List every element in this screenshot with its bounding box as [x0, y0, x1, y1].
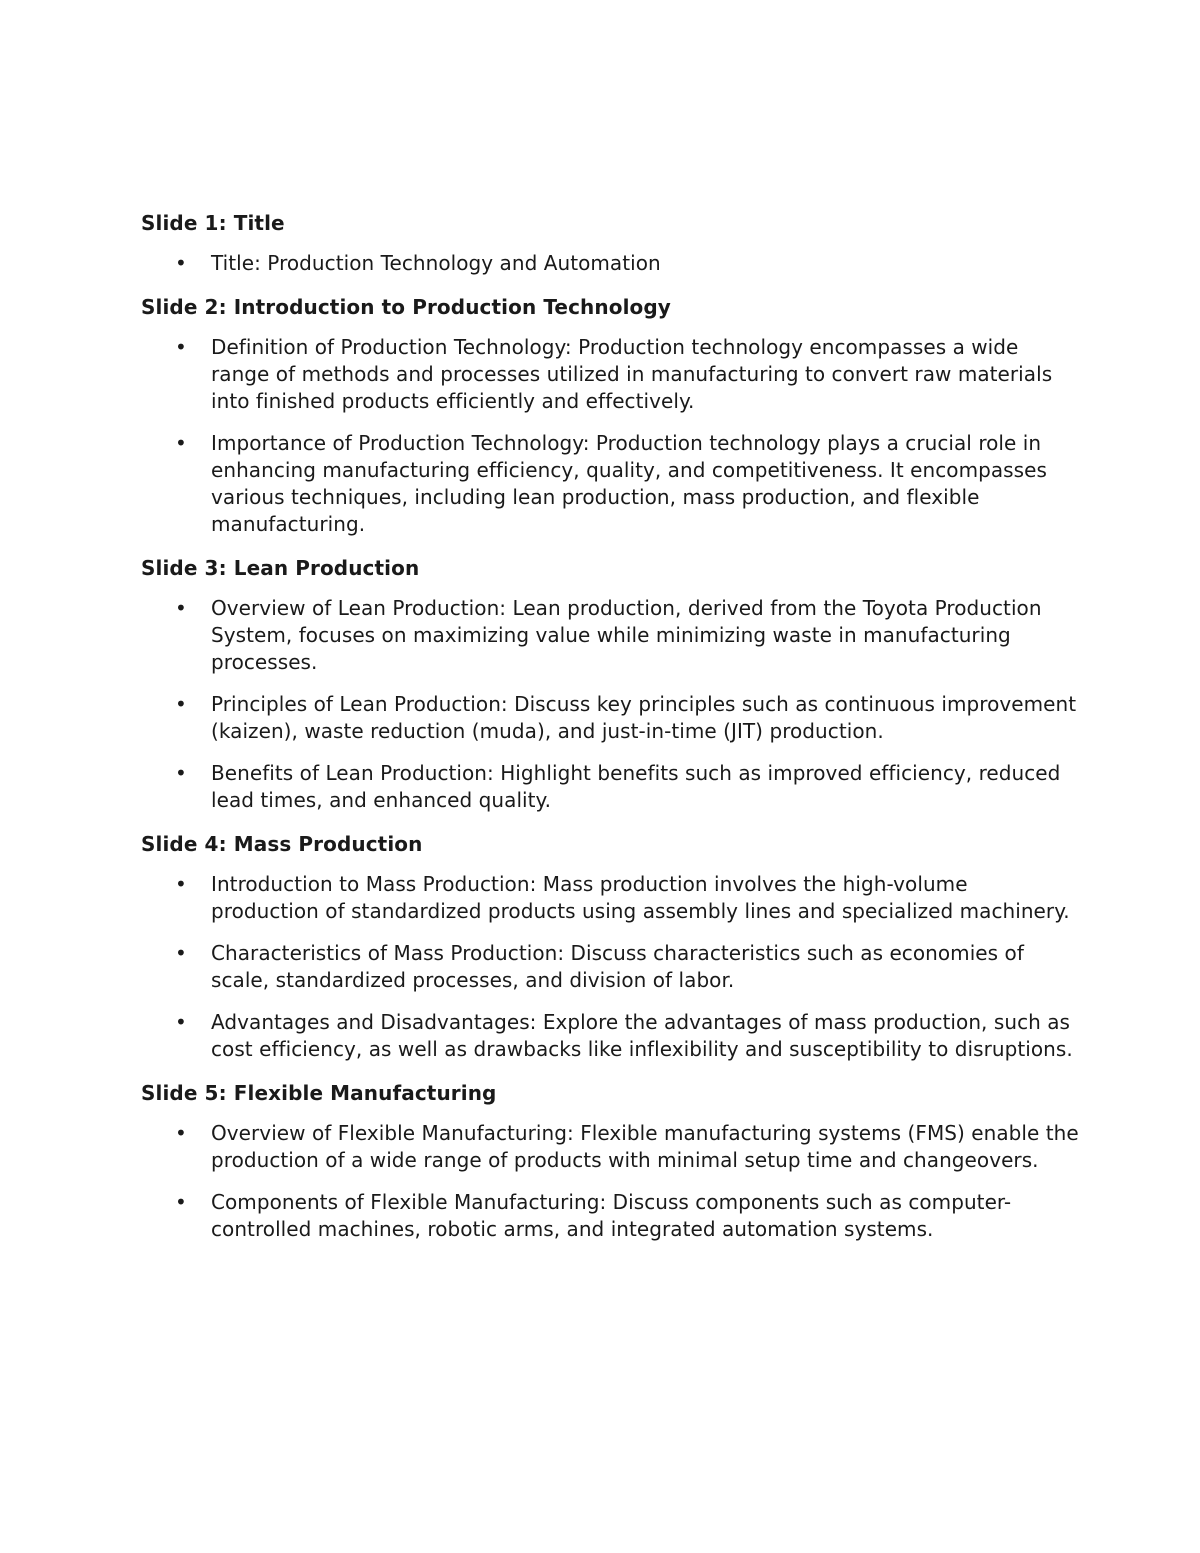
section-heading: Slide 2: Introduction to Production Technology	[141, 295, 671, 319]
bullet-list	[141, 250, 1081, 277]
list-item	[141, 1009, 1081, 1063]
list-item-text: Title: Production Technology and Automation	[211, 251, 661, 275]
section-heading: Slide 3: Lean Production	[141, 556, 420, 580]
bullet-icon: •	[175, 251, 187, 275]
list-item-text: Principles of Lean Production: Discuss key principles such as continuous improvement (kaizen), waste reduction (muda), and just-in-time (JIT) production.	[211, 692, 1077, 743]
section-slide-3	[141, 553, 1081, 814]
document-page	[141, 208, 1081, 1255]
list-item	[141, 334, 1081, 415]
list-item	[141, 691, 1081, 745]
list-item	[141, 250, 1081, 277]
section-slide-5	[141, 1078, 1081, 1243]
section-slide-4	[141, 829, 1081, 1063]
list-item	[141, 760, 1081, 814]
list-item	[141, 1189, 1081, 1243]
list-item	[141, 1120, 1081, 1174]
list-item-text: Importance of Production Technology: Production technology plays a crucial role in enhancing manufacturing efficiency, quality, and competitiveness. It encompasses various techniques, including lean production, mass production, and flexible manufacturing.	[211, 431, 1047, 536]
section-slide-2	[141, 292, 1081, 538]
bullet-list	[141, 595, 1081, 814]
list-item-text: Overview of Flexible Manufacturing: Flexible manufacturing systems (FMS) enable the production of a wide range of products with minimal setup time and changeovers.	[211, 1121, 1079, 1172]
list-item-text: Characteristics of Mass Production: Discuss characteristics such as economies of scale, standardized processes, and division of labor.	[211, 941, 1024, 992]
list-item	[141, 940, 1081, 994]
section-slide-1	[141, 208, 1081, 277]
bullet-icon: •	[175, 692, 187, 716]
bullet-icon: •	[175, 941, 187, 965]
bullet-icon: •	[175, 335, 187, 359]
list-item-text: Introduction to Mass Production: Mass production involves the high-volume production of standardized products using assembly lines and specialized machinery.	[211, 872, 1070, 923]
section-heading: Slide 4: Mass Production	[141, 832, 423, 856]
list-item-text: Definition of Production Technology: Production technology encompasses a wide range of methods and processes utilized in manufacturing to convert raw materials into finished products efficiently and effectively.	[211, 335, 1053, 413]
bullet-list	[141, 871, 1081, 1063]
bullet-icon: •	[175, 431, 187, 455]
list-item-text: Overview of Lean Production: Lean production, derived from the Toyota Production System, focuses on maximizing value while minimizing waste in manufacturing processes.	[211, 596, 1042, 674]
list-item-text: Benefits of Lean Production: Highlight benefits such as improved efficiency, reduced lead times, and enhanced quality.	[211, 761, 1061, 812]
bullet-icon: •	[175, 1190, 187, 1214]
bullet-icon: •	[175, 1121, 187, 1145]
list-item-text: Components of Flexible Manufacturing: Discuss components such as computer-controlled machines, robotic arms, and integrated automation systems.	[211, 1190, 1012, 1241]
bullet-icon: •	[175, 761, 187, 785]
list-item-text: Advantages and Disadvantages: Explore the advantages of mass production, such as cost efficiency, as well as drawbacks like inflexibility and susceptibility to disruptions.	[211, 1010, 1073, 1061]
list-item	[141, 871, 1081, 925]
list-item	[141, 595, 1081, 676]
bullet-icon: •	[175, 596, 187, 620]
bullet-icon: •	[175, 872, 187, 896]
list-item	[141, 430, 1081, 538]
section-heading: Slide 5: Flexible Manufacturing	[141, 1081, 497, 1105]
bullet-list	[141, 1120, 1081, 1243]
bullet-icon: •	[175, 1010, 187, 1034]
section-heading: Slide 1: Title	[141, 211, 285, 235]
bullet-list	[141, 334, 1081, 538]
